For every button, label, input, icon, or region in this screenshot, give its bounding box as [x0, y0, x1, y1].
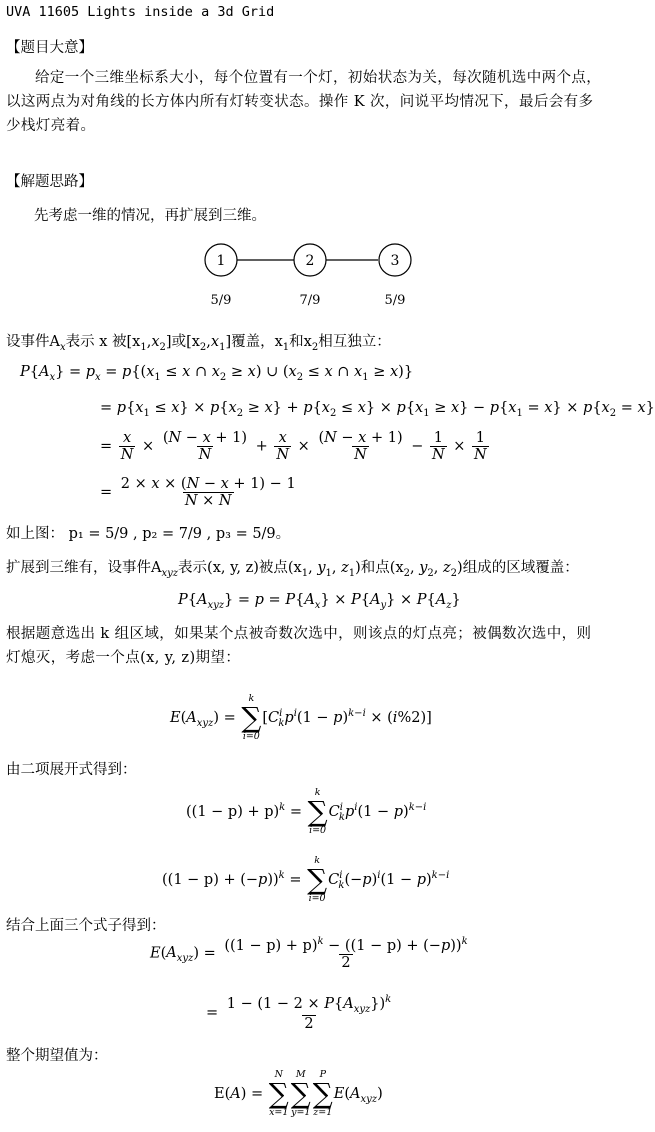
formula-p-ax-step2: = $\frac{x}{N}$ × $\frac{(N - x + 1)}{N}$ + $\frac{x}{N}$ × $\frac{(N - x + 1)}{N}$ − $\frac{1}{N}$ × $\frac{1}{N}$: [100, 430, 487, 463]
binomial-text: 由二项展开式得到：: [6, 762, 137, 778]
total-text: 整个期望值为：: [6, 1048, 108, 1064]
combine-text: 结合上面三个式子得到：: [6, 918, 166, 934]
problem-statement: 给定一个三维坐标系大小，每个位置有一个灯，初始状态为关，每次随机选中两个点，以这两点为对角线的长方体内所有灯转变状态。操作 K 次，问说平均情况下，最后会有多少栈灯亮着。: [6, 70, 602, 134]
diagram-prob-label: 7/9: [299, 293, 321, 308]
one-dimension-diagram: [190, 234, 420, 314]
figure-result: 如上图： p₁ = 5/9 , p₂ = 7/9 , p₃ = 5/9。: [6, 526, 291, 542]
page-title: UVA 11605 Lights inside a 3d Grid: [6, 4, 275, 20]
diagram-prob-label: 5/9: [210, 293, 232, 308]
diagram-node-label: 3: [390, 253, 400, 269]
section-heading-problem: 【题目大意】: [6, 40, 93, 56]
diagram-prob-label: 5/9: [384, 293, 406, 308]
section-heading-solution: 【解题思路】: [6, 174, 93, 190]
diagram-node-label: 2: [305, 253, 315, 269]
intro-text: 先考虑一维的情况，再扩展到三维。: [34, 208, 266, 224]
formula-binomial-2: $((1 - p) + (-p))^k$ = k ∑ i=0 $C^i_k(-p)^i(1 - p)^{k-i}$: [162, 855, 450, 904]
formula-binomial-1: $((1 - p) + p)^k$ = k ∑ i=0 $C^i_kp^i(1 - p)^{k-i}$: [186, 787, 427, 836]
event-definition: 设事件$A_x$表示 x 被$[x_1,x_2]$或$[x_2,x_1]$覆盖，$x_1$和$x_2$相互独立：: [6, 334, 391, 353]
diagram-node-label: 1: [216, 253, 226, 269]
formula-p-axyz: $P\{A_{xyz}\} = p = P\{A_x\} \times P\{A_y\} \times P\{A_z\}$: [178, 592, 461, 611]
formula-total: E(A) = N ∑ x=1 M ∑ y=1 P ∑ z=1 $E(A_{xyz})$: [214, 1069, 383, 1118]
formula-expectation: $E(A_{xyz})$ = k ∑ i=0 $[C^i_kp^i(1 - p)^{k-i} \times (i\%2)]$: [170, 693, 432, 742]
formula-p-ax-step3: = $\frac{2 \times x \times (N - x + 1) - 1}{N \times N}$: [100, 476, 296, 509]
formula-combined-simplified: = $\frac{1 - (1 - 2 \times P\{A_{xyz}\})^k}{2}$: [206, 994, 392, 1032]
formula-combined: $E(A_{xyz})$ = $\frac{((1 - p) + p)^k - ((1 - p) + (-p))^k}{2}$: [150, 936, 468, 971]
formula-p-ax: $P\{A_x\} = p_x = p\{(x_1 \le x$ ∩ $x_2 \ge x$) ∪ ($x_2 \le x$ ∩ $x_1 \ge x$)}: [20, 364, 414, 383]
expectation-text: 根据题意选出 k 组区域，如果某个点被奇数次选中，则该点的灯点亮；被偶数次选中，则灯熄灭，考虑一个点(x, y, z)期望：: [6, 626, 592, 666]
extend-definition: 扩展到三维有，设事件$A_{xyz}$表示(x, y, z)被点($x_1$, $y_1$, $z_1$)和点($x_2$, $y_2$, $z_2$)组成的区域覆盖：: [6, 560, 579, 579]
formula-p-ax-step1: = $p\{x_1 \le x\} \times p\{x_2 \ge x\} + p\{x_2 \le x\} \times p\{x_1 \ge x\} - p\{x_1 = x\} \times p\{x_2 = x\}$: [100, 400, 655, 419]
